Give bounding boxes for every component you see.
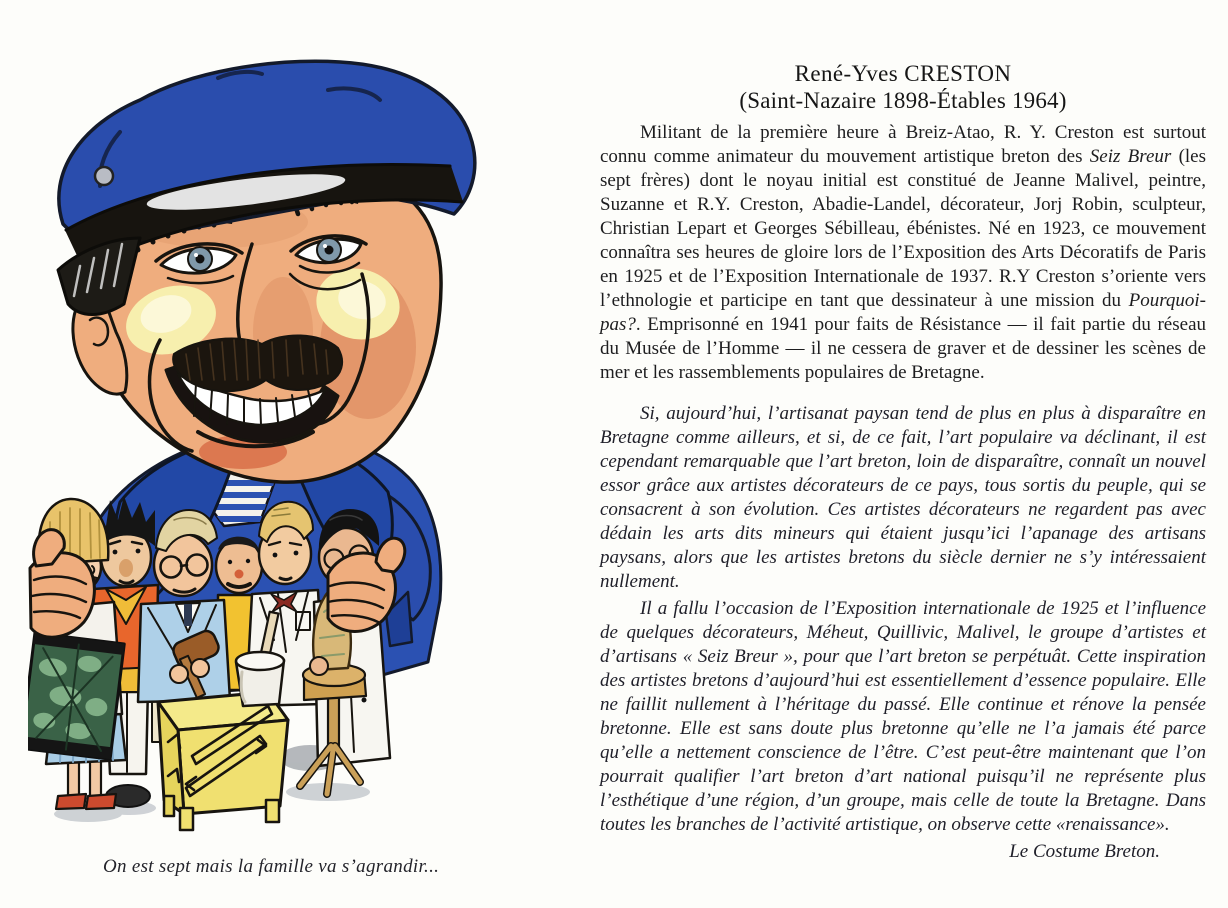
cap-button (95, 167, 113, 185)
title-dates-line: (Saint-Nazaire 1898-Étables 1964) (739, 88, 1067, 113)
mustache (173, 335, 342, 391)
creston-head (58, 61, 475, 482)
celtic-table (158, 692, 288, 830)
quote-paragraph-2: Il a fallu l’occasion de l’Exposition internationale de 1925 et l’influence de quelques décorateurs, Méheut, Quillivic, Malivel, le groupe d’artistes et d’artisans « Seiz Breur », pour que l’art breton se perpétuât. Cette inspiration des artistes bretons d’aujourd’hui est essentiellement d’essence populaire. Elle ne faillit nullement à l’héritage du passé. Elle continue et rénove la pensée bretonne. Elle est sans doute plus bretonne qu’elle ne l’a jamais été parce qu’elle a nettement conscience de l’être. C’est peut-être maintenant que l’on pourrait qualifier l’art breton d’art national puisqu’il ne représente plus l’esthétique d’une région, d’un groupe, mais celle de toute la Bretagne. Dans toutes les branches de l’activité artistique, on observe cette «renaissance». (600, 598, 1206, 835)
quote-attribution: Le Costume Breton. (1009, 841, 1160, 862)
title-name-line: René-Yves CRESTON (794, 61, 1012, 86)
illustration-caption: On est sept mais la famille va s’agrandir... (103, 856, 440, 877)
bio-pourquoi-pas: Pourquoi-pas? (600, 290, 1206, 335)
biography-paragraph (600, 121, 1206, 385)
bio-seg3: . Emprisonné en 1941 pour faits de Résistance — il fait partie du réseau du Musée de l’Homme — il ne cessera de graver et de dessiner les scènes de mer et les rassemblements populaires de Bretagne. (600, 314, 1206, 383)
woodcut-print (28, 633, 124, 759)
creston-caricature-illustration (28, 52, 590, 844)
bio-seg1: Militant de la première heure à Breiz-Atao, R. Y. Creston est surtout connu comme animateur du mouvement artistique breton des (600, 122, 1206, 167)
seiz-breur-group (28, 496, 412, 830)
quote-paragraph-1: Si, aujourd’hui, l’artisanat paysan tend de plus en plus à disparaître en Bretagne comme ailleurs, et si, de ce fait, l’art populaire va déclinant, il est cependant remarquable que l’art breton, loin de disparaître, connaît un nouvel essor grâce aux artistes décorateurs de ce pays, tous sortis du peuple, qui se consacrent à son évolution. Ces artistes décorateurs ne regardent pas avec dédain les arts dits mineurs qui étaient jusqu’ici l’apanage des artisans paysans, alors que les artistes bretons du siècle dernier ne s’y intéressaient nullement. (600, 403, 1206, 592)
bio-seiz-breur: Seiz Breur (1089, 146, 1172, 167)
article-title (600, 60, 1206, 114)
bio-seg2: (les sept frères) dont le noyau initial est constitué de Jeanne Malivel, peintre, Suzanne et R.Y. Creston, Abadie-Landel, décorateur, Jorj Robin, sculpteur, Christian Lepart et Georges Sébilleau, ébénistes. Né en 1923, ce mouvement connaîtra ses heures de gloire lors de l’Exposition des Arts Décoratifs de Paris en 1925 et de l’Exposition Internationale de 1937. R.Y Creston s’oriente vers l’ethnologie et participe en tant que dessinateur à une mission du (600, 146, 1207, 311)
article-column (600, 60, 1206, 863)
